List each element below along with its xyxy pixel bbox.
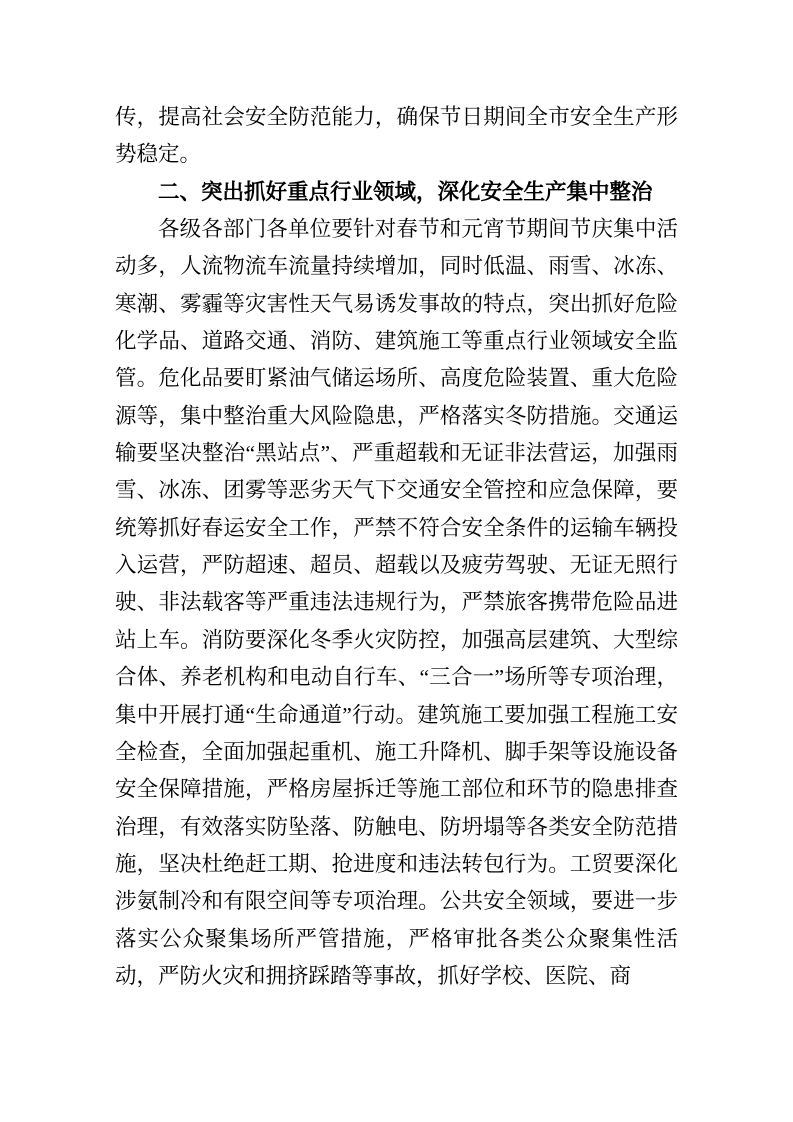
paragraph-continuation: 传，提高社会安全防范能力，确保节日期间全市安全生产形势稳定。 (115, 105, 678, 167)
section-body-paragraph: 各级各部门各单位要针对春节和元宵节期间节庆集中活动多，人流物流车流量持续增加，同时低温、雨雪、冰冻、寒潮、雾霾等灾害性天气易诱发事故的特点，突出抓好危险化学品、道路交通、消防、建筑施工等重点行业领域安全监管。危化品要盯紧油气储运场所、高度危险装置、重大危险源等，集中整治重大风险隐患，严格落实冬防措施。交通运输要坚决整治“黑站点”、严重超载和无证非法营运，加强雨雪、冰冻、团雾等恶劣天气下交通安全管控和应急保障，要统筹抓好春运安全工作，严禁不符合安全条件的运输车辆投入运营，严防超速、超员、超载以及疲劳驾驶、无证无照行驶、非法载客等严重违法违规行为，严禁旅客携带危险品进站上车。消防要深化冬季火灾防控，加强高层建筑、大型综合体、养老机构和电动自行车、“三合一”场所等专项治理，集中开展打通“生命通道”行动。建筑施工要加强工程施工安全检查，全面加强起重机、施工升降机、脚手架等设施设备安全保障措施，严格房屋拆迁等施工部位和环节的隐患排查治理，有效落实防坠落、防触电、防坍塌等各类安全防范措施，坚决杜绝赶工期、抢进度和违法转包行为。工贸要深化涉氨制冷和有限空间等专项治理。公共安全领域，要进一步落实公众聚集场所严管措施，严格审批各类公众聚集性活动，严防火灾和拥挤踩踏等事故，抓好学校、医院、商 (115, 217, 678, 988)
section-heading: 二、突出抓好重点行业领域，深化安全生产集中整治 (158, 179, 653, 204)
